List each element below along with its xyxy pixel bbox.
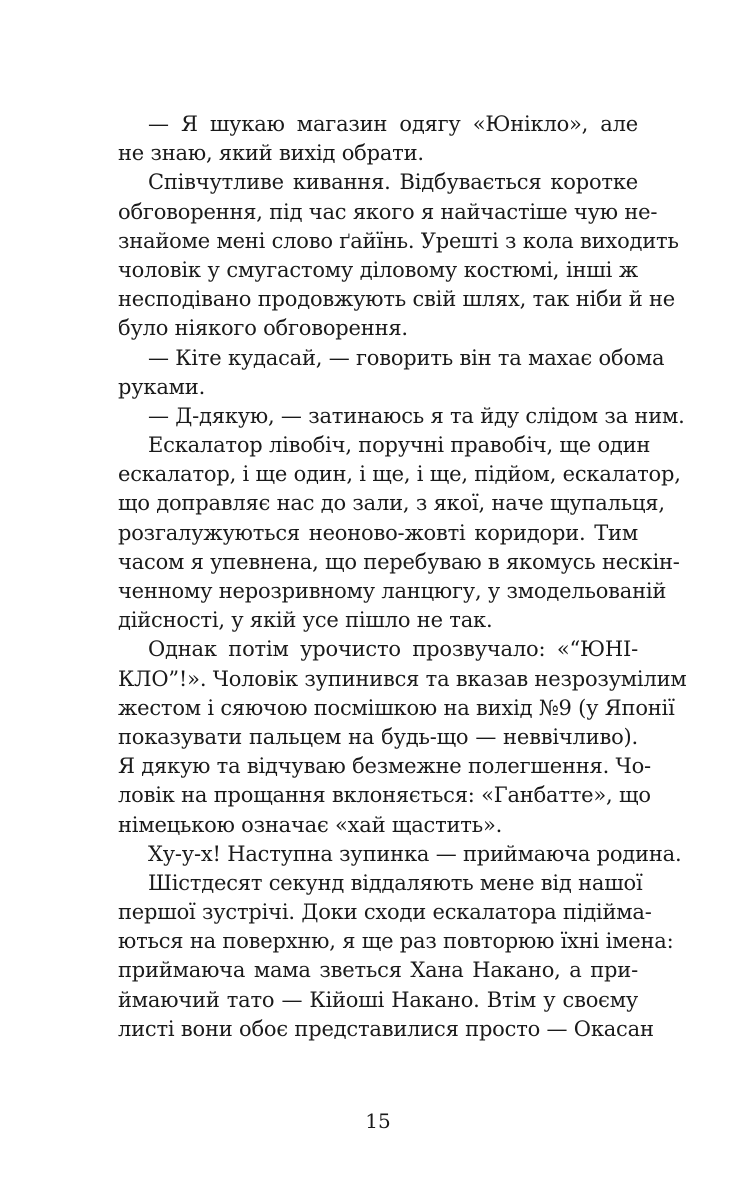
text-line: — Д-дякую, — затинаюсь я та йду слідом за ним. <box>148 403 685 428</box>
text-line: руками. <box>118 374 206 399</box>
text-line: Однак потім урочисто прозвучало: «“ЮНІ- <box>148 637 638 662</box>
text-line: розгалужуються неоново-жовті коридори. Тим <box>118 520 638 545</box>
text-line: чоловік у смугастому діловому костюмі, інші ж <box>118 257 638 282</box>
text-line: ченному нерозривному ланцюгу, у змодельованій <box>118 579 667 603</box>
text-line: — Кіте кудасай, — говорить він та махає обома <box>148 345 665 370</box>
text-line: ються на поверхню, я ще раз повторюю їхні імена: <box>118 929 674 954</box>
text-line: жестом і сяючою посмішкою на вихід №9 (у Японії <box>118 695 675 720</box>
page-number: 15 <box>365 1109 391 1133</box>
body-text <box>118 110 687 1044</box>
text-line: першої зустрічі. Доки сходи ескалатора підійма- <box>118 900 652 925</box>
text-line: знайоме мені слово ґайїнь. Урешті з кола виходить <box>118 228 679 253</box>
text-line: несподівано продовжують свій шлях, так ніби й не <box>118 287 676 312</box>
text-line: було ніякого обговорення. <box>118 316 408 341</box>
text-line: дійсності, у якій усе пішло не так. <box>118 608 493 633</box>
text-line: — Я шукаю магазин одягу «Юнікло», але <box>148 112 638 136</box>
text-line: обговорення, під час якого я найчастіше чую не- <box>118 199 658 224</box>
text-line: не знаю, який вихід обрати. <box>118 141 424 166</box>
text-line: показувати пальцем на будь-що — неввічливо). <box>118 724 638 749</box>
text-line: ескалатор, і ще один, і ще, і ще, підйом, ескалатор, <box>118 462 681 487</box>
text-line: Ескалатор лівобіч, поручні правобіч, ще один <box>148 433 651 458</box>
text-line: Шістдесят секунд віддаляють мене від нашої <box>148 870 643 895</box>
text-line: ловік на прощання вклоняється: «Ганбатте», що <box>118 783 651 808</box>
text-line: що доправляє нас до зали, з якої, наче щупальця, <box>118 491 665 516</box>
text-line: часом я упевнена, що перебуваю в якомусь нескін- <box>118 549 680 574</box>
text-line: приймаюча мама зветься Хана Накано, а при- <box>118 958 638 983</box>
text-line: Ху-у-х! Наступна зупинка — приймаюча родина. <box>148 841 682 866</box>
text-line: Я дякую та відчуваю безмежне полегшення. Чо- <box>118 754 651 779</box>
text-line: Співчутливе кивання. Відбувається коротке <box>148 170 638 195</box>
text-line: німецькою означає «хай щастить». <box>118 812 503 837</box>
text-line: листі вони обоє представилися просто — Окасан <box>118 1016 654 1041</box>
text-line: КЛО”!». Чоловік зупинився та вказав незрозумілим <box>118 666 687 691</box>
text-line: ймаючий тато — Кійоші Накано. Втім у своєму <box>118 987 638 1012</box>
